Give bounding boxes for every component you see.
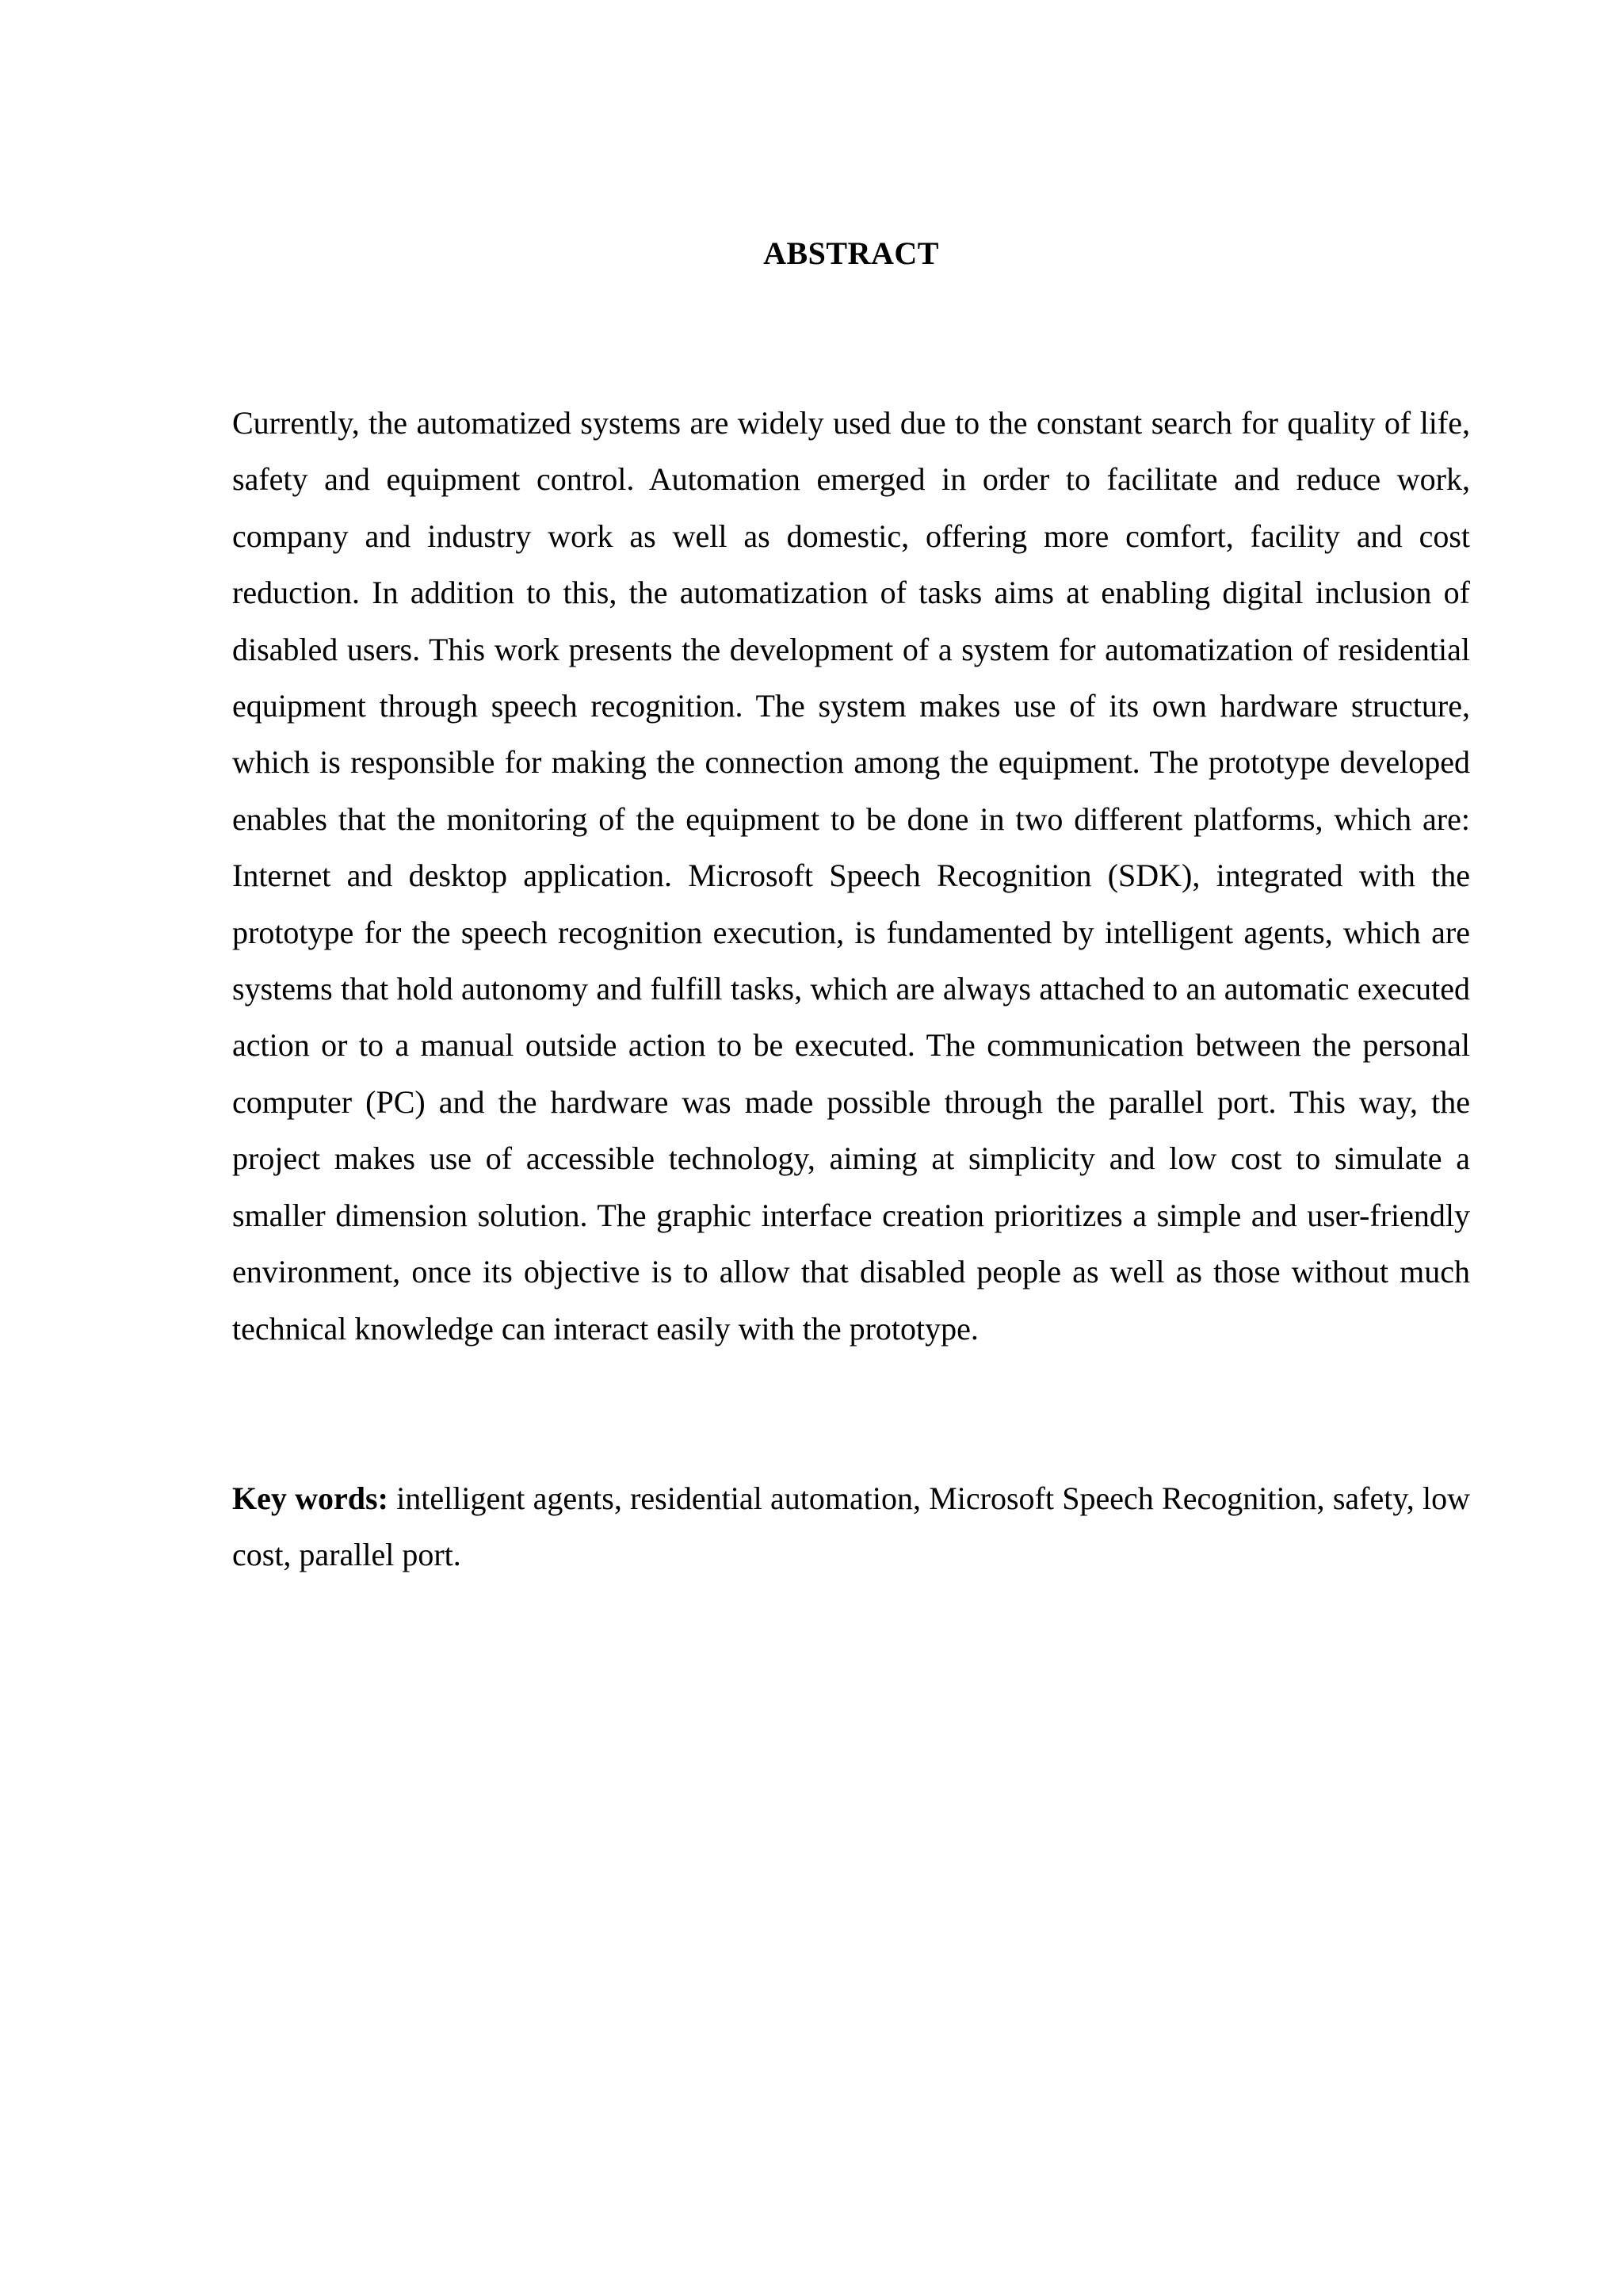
keywords-text: intelligent agents, residential automation, Microsoft Speech Recognition, safety, low cost, parallel port. (232, 1480, 1471, 1573)
abstract-paragraph: Currently, the automatized systems are widely used due to the constant search for quality of life, safety and equipment control. Automation emerged in order to facilitate and reduce work, company and industry work as well as domestic, offering more comfort, facility and cost reduction. In addition to this, the automatization of tasks aims at enabling digital inclusion of disabled users. This work presents the development of a system for automatization of residential equipment through speech recognition. The system makes use of its own hardware structure, which is responsible for making the connection among the equipment. The prototype developed enables that the monitoring of the equipment to be done in two different platforms, which are: Internet and desktop application. Microsoft Speech Recognition (SDK), integrated with the prototype for the speech recognition execution, is fundamented by intelligent agents, which are systems that hold autonomy and fulfill tasks, which are always attached to an automatic executed action or to a manual outside action to be executed. The communication between the personal computer (PC) and the hardware was made possible through the parallel port. This way, the project makes use of accessible technology, aiming at simplicity and low cost to simulate a smaller dimension solution. The graphic interface creation prioritizes a simple and user-friendly environment, once its objective is to allow that disabled people as well as those without much technical knowledge can interact easily with the prototype. (232, 405, 1470, 1347)
keywords-label: Key words: (232, 1480, 388, 1516)
keywords-paragraph (232, 1470, 1470, 1584)
page-title: ABSTRACT (763, 235, 939, 271)
